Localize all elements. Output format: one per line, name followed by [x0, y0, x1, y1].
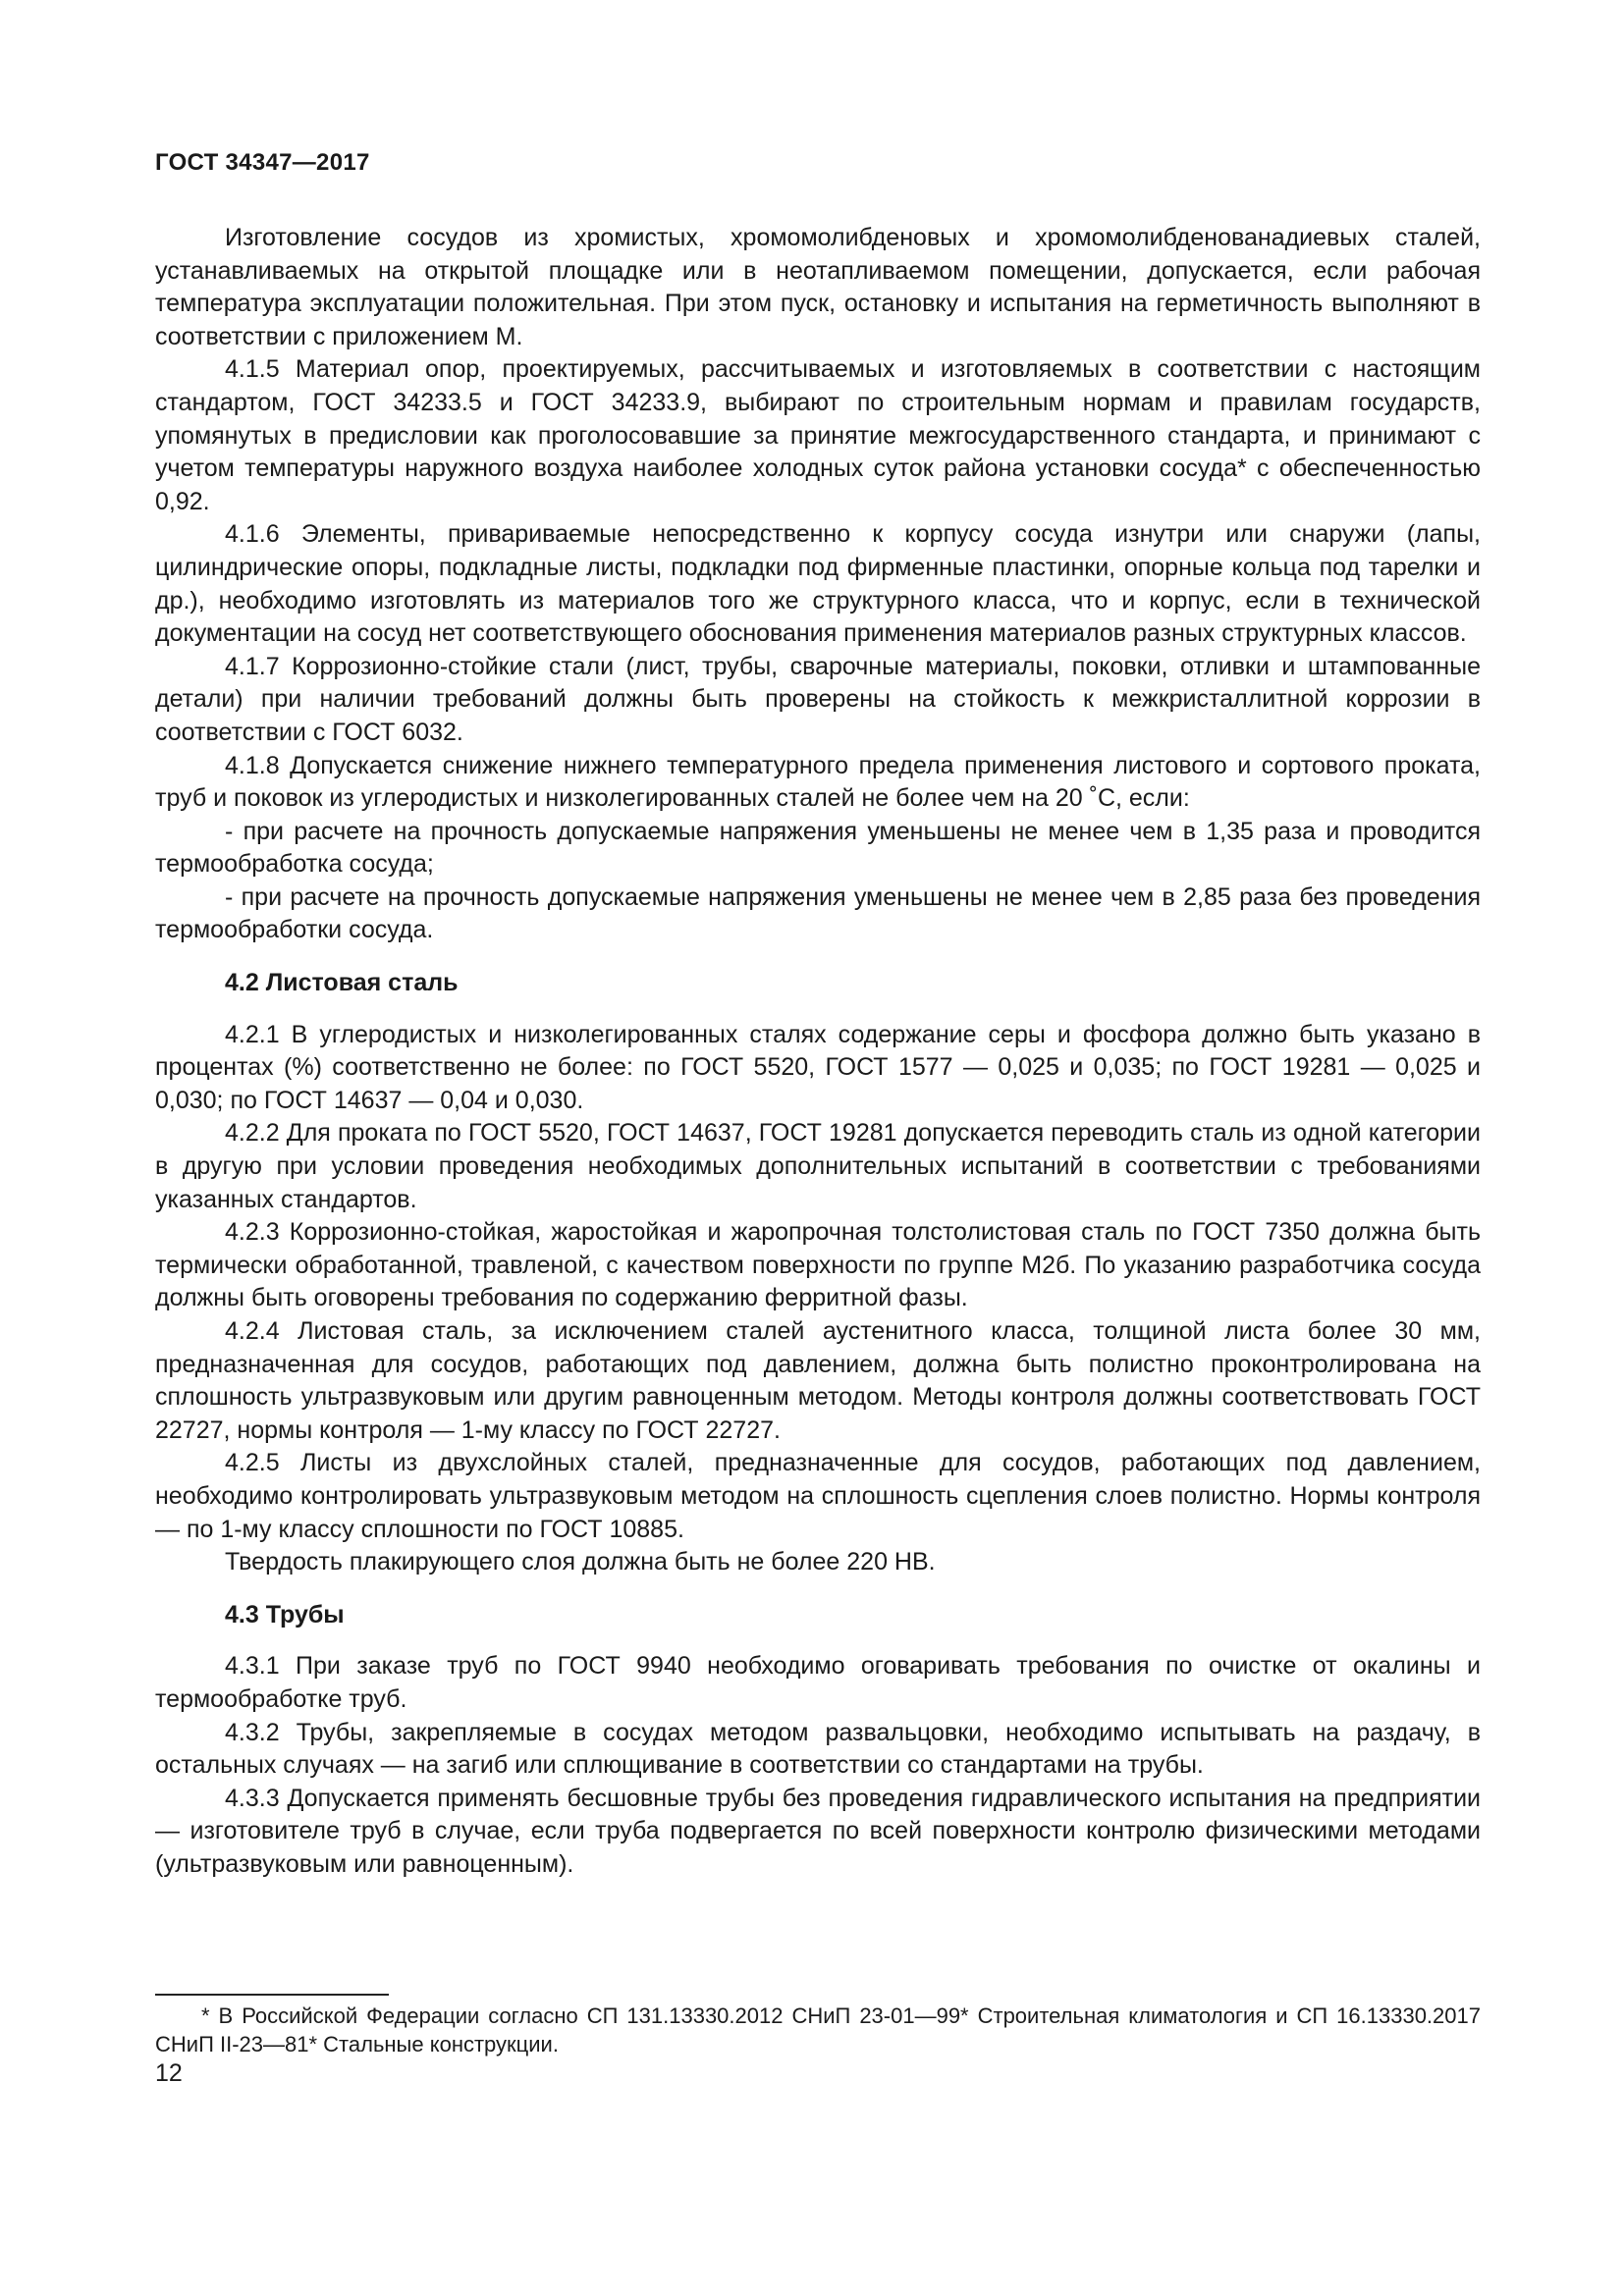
paragraph-4-3-3: 4.3.3 Допускается применять бесшовные трубы без проведения гидравлического испытания на предприятии — изготовителе труб в случае, если труба подвергается по всей поверхности контролю физическими методами (ультразвуковым или равноценным).: [155, 1784, 1481, 1878]
footnote-divider: [155, 1994, 389, 1996]
paragraph-4-1-5: 4.1.5 Материал опор, проектируемых, рассчитываемых и изготовляемых в соответствии с настоящим стандартом, ГОСТ 34233.5 и ГОСТ 34233.9, выбирают по строительным нормам и правилам государств, упомянутых в предисловии как проголосовавшие за принятие межгосударственного стандарта, и принимают с учетом температуры наружного воздуха наиболее холодных суток района установки сосуда* с обеспеченностью 0,92.: [155, 355, 1481, 515]
paragraph-hardness: Твердость плакирующего слоя должна быть не более 220 НВ.: [225, 1548, 936, 1576]
paragraph-4-2-1: 4.2.1 В углеродистых и низколегированных сталях содержание серы и фосфора должно быть указано в процентах (%) соответственно не более: по ГОСТ 5520, ГОСТ 1577 — 0,025 и 0,035; по ГОСТ 19281 — 0,025 и 0,030; по ГОСТ 14637 — 0,04 и 0,030.: [155, 1020, 1481, 1114]
footnote: * В Российской Федерации согласно СП 131.13330.2012 СНиП 23-01—99* Строительная климатология и СП 16.13330.2017 СНиП II-23—81* Стальные конструкции.: [155, 2003, 1481, 2056]
paragraph-intro: Изготовление сосудов из хромистых, хромомолибденовых и хромомолибденованадиевых сталей, устанавливаемых на открытой площадке или в неотапливаемом помещении, допускается, если рабочая температура эксплуатации положительная. При этом пуск, остановку и испытания на герметичность выполняют в соответствии с приложением М.: [155, 224, 1481, 350]
paragraph-4-1-8: 4.1.8 Допускается снижение нижнего температурного предела применения листового и сортового проката, труб и поковок из углеродистых и низколегированных сталей не более чем на 20 ˚С, если:: [155, 751, 1481, 813]
paragraph-4-1-6: 4.1.6 Элементы, привариваемые непосредственно к корпусу сосуда изнутри или снаружи (лапы, цилиндрические опоры, подкладные листы, подкладки под фирменные пластинки, опорные кольца под тарелки и др.), необходимо изготовлять из материалов того же структурного класса, что и корпус, если в технической документации на сосуд нет соответствующего обоснования применения материалов разных структурных классов.: [155, 520, 1481, 648]
section-heading-4-3: 4.3 Трубы: [225, 1600, 345, 1629]
paragraph-4-2-4: 4.2.4 Листовая сталь, за исключением сталей аустенитного класса, толщиной листа более 30 мм, предназначенная для сосудов, работающих под давлением, должна быть полистно проконтролирована на сплошность ультразвуковым или другим равноценным методом. Методы контроля должны соответствовать ГОСТ 22727, нормы контроля — 1-му классу по ГОСТ 22727.: [155, 1317, 1481, 1444]
paragraph-4-2-5: 4.2.5 Листы из двухслойных сталей, предназначенные для сосудов, работающих под давлением, необходимо контролировать ультразвуковым методом на сплошность сцепления слоев полистно. Нормы контроля — по 1-му классу сплошности по ГОСТ 10885.: [155, 1449, 1481, 1543]
list-item: - при расчете на прочность допускаемые напряжения уменьшены не менее чем в 2,85 раза без проведения термообработки сосуда.: [155, 882, 1481, 944]
list-item: - при расчете на прочность допускаемые напряжения уменьшены не менее чем в 1,35 раза и проводится термообработка сосуда;: [155, 817, 1481, 879]
paragraph-4-2-2: 4.2.2 Для проката по ГОСТ 5520, ГОСТ 14637, ГОСТ 19281 допускается переводить сталь из одной категории в другую при условии проведения необходимых дополнительных испытаний в соответствии с требованиями указанных стандартов.: [155, 1119, 1481, 1213]
section-heading-4-2: 4.2 Листовая сталь: [225, 969, 459, 997]
paragraph-4-3-1: 4.3.1 При заказе труб по ГОСТ 9940 необходимо оговаривать требования по очистке от окалины и термообработке труб.: [155, 1652, 1481, 1713]
document-body: [155, 222, 1481, 1882]
document-header: ГОСТ 34347—2017: [155, 149, 370, 176]
page-number: 12: [155, 2059, 183, 2087]
paragraph-4-2-3: 4.2.3 Коррозионно-стойкая, жаростойкая и жаропрочная толстолистовая сталь по ГОСТ 7350 должна быть термически обработанной, травленой, с качеством поверхности по группе М2б. По указанию разработчика сосуда должны быть оговорены требования по содержанию ферритной фазы.: [155, 1218, 1481, 1312]
paragraph-4-1-7: 4.1.7 Коррозионно-стойкие стали (лист, трубы, сварочные материалы, поковки, отливки и штампованные детали) при наличии требований должны быть проверены на стойкость к межкристаллитной коррозии в соответствии с ГОСТ 6032.: [155, 652, 1481, 746]
paragraph-4-3-2: 4.3.2 Трубы, закрепляемые в сосудах методом развальцовки, необходимо испытывать на раздачу, в остальных случаях — на загиб или сплющивание в соответствии со стандартами на трубы.: [155, 1718, 1481, 1780]
